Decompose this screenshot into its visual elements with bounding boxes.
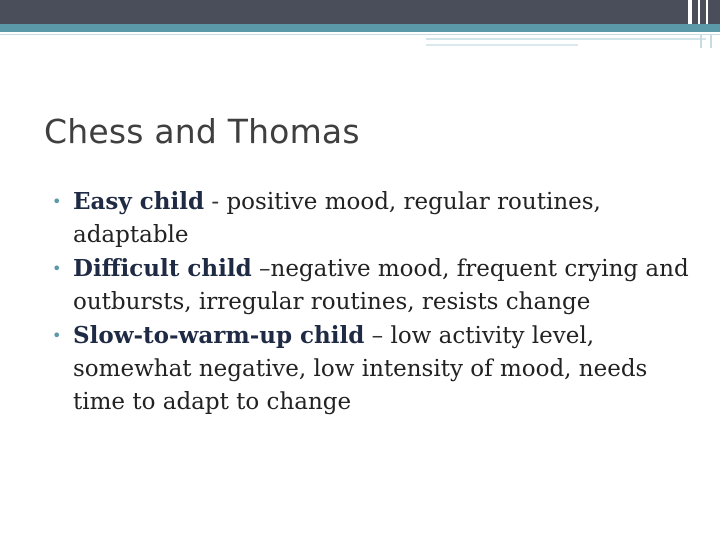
bullet-description: positive mood, regular routines, adaptable	[73, 189, 601, 248]
bullet-term: Slow-to-warm-up child	[73, 322, 365, 349]
bullet-description: negative mood, frequent crying and outbursts, irregular routines, resists change	[73, 256, 689, 315]
bullet-item-easy-child	[52, 185, 692, 252]
bullet-dot-icon: •	[52, 192, 62, 211]
bullet-separator: -	[204, 189, 227, 215]
header-block	[708, 0, 720, 24]
bullet-list	[52, 185, 692, 419]
bullet-dot-icon: •	[52, 326, 62, 345]
bullet-description: low activity level, somewhat negative, low intensity of mood, needs time to adapt to change	[73, 323, 648, 415]
header-bar	[0, 0, 688, 24]
decorative-rule	[426, 44, 578, 46]
decorative-rule	[710, 34, 712, 48]
header-block	[692, 0, 698, 24]
bullet-separator: –	[251, 256, 271, 282]
decorative-rule	[700, 34, 702, 48]
bullet-dot-icon: •	[52, 259, 62, 278]
decorative-rule	[0, 34, 720, 35]
slide-title: Chess and Thomas	[44, 112, 360, 151]
bullet-item-difficult-child	[52, 252, 692, 319]
bullet-term: Difficult child	[73, 255, 252, 282]
header-block	[700, 0, 706, 24]
bullet-item-slow-to-warm-up-child	[52, 319, 692, 419]
header-accent-band	[0, 24, 720, 32]
bullet-term: Easy child	[73, 188, 205, 215]
decorative-rule	[426, 38, 706, 40]
bullet-separator: –	[364, 323, 391, 349]
